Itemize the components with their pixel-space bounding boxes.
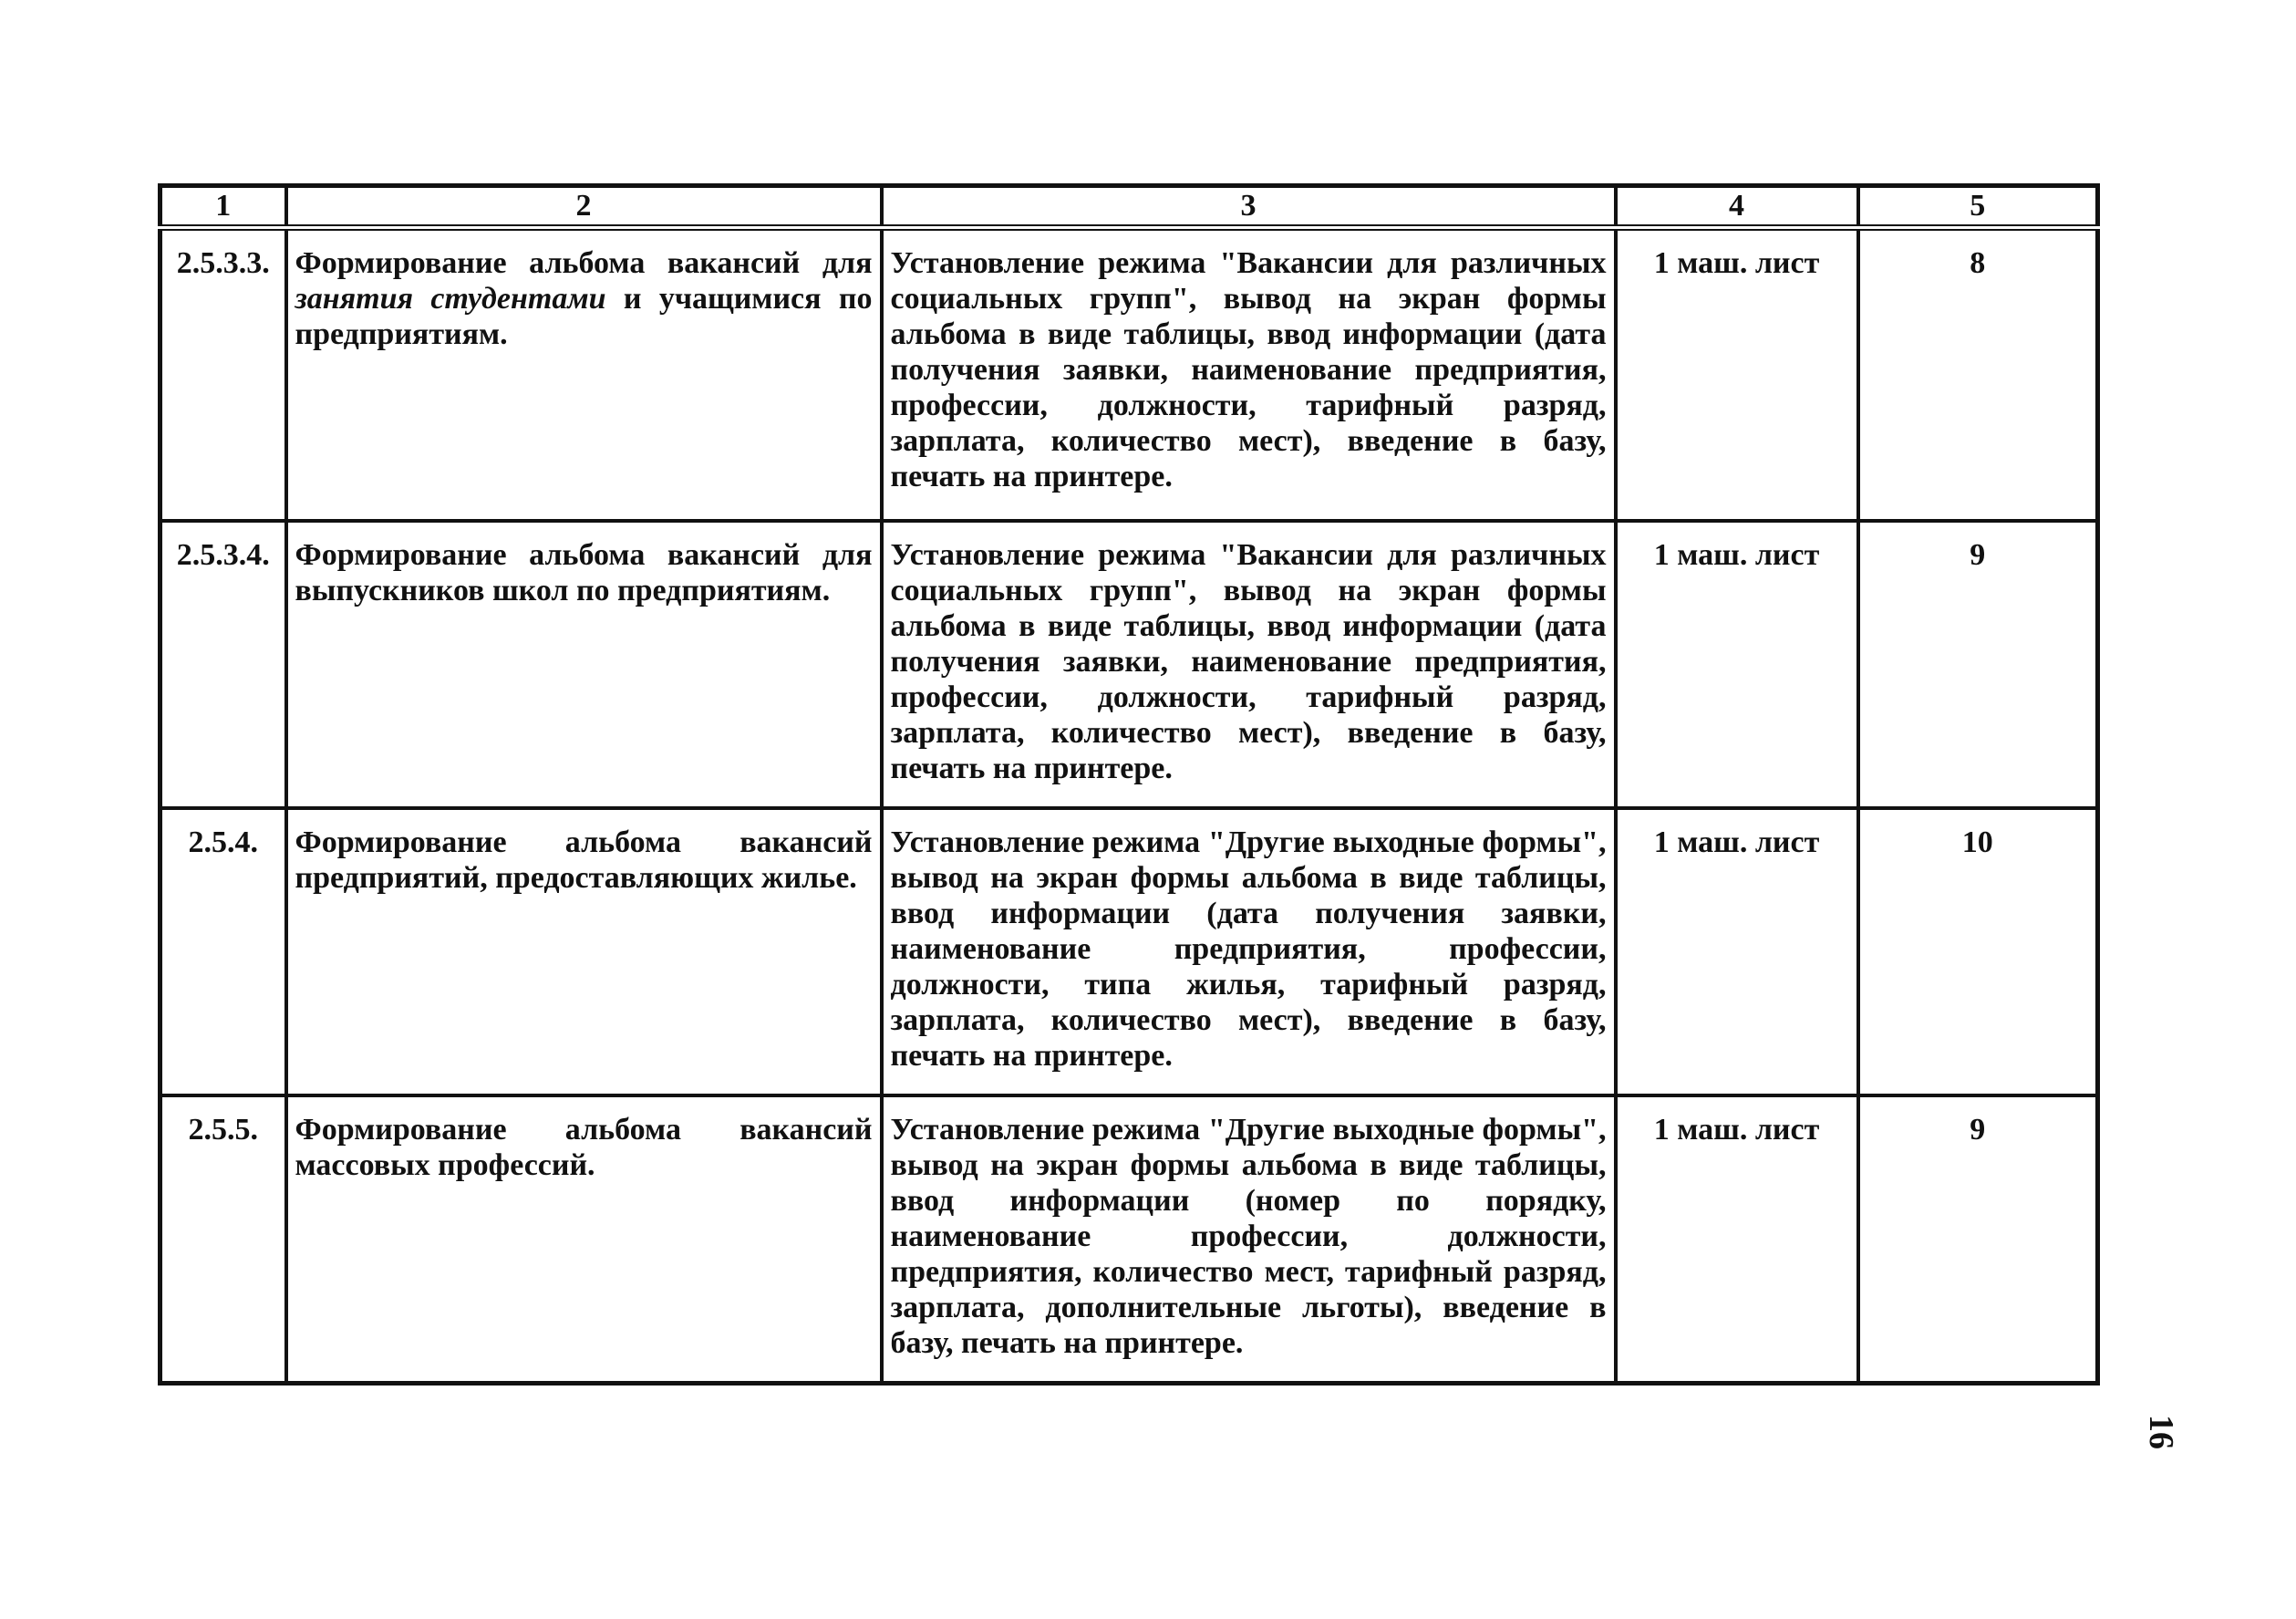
item-number: 2.5.3.3. (160, 228, 286, 522)
item-count: 9 (1858, 521, 2098, 808)
item-volume: 1 маш. лист (1616, 521, 1858, 808)
item-name: Формирование альбома вакансий для выпускников школ по предприятиям. (286, 521, 882, 808)
item-name-prefix: Формирование альбома вакансий для (295, 246, 873, 280)
item-description: Установление режима "Вакансии для различных социальных групп", вывод на экран формы альбома в виде таблицы, ввод информации (дата получения заявки, наименование предприятия, профессии, должности, тарифный разряд, зарплата, количество мест), введение в базу, печать на принтере. (882, 521, 1616, 808)
item-volume: 1 маш. лист (1616, 808, 1858, 1095)
item-name: Формирование альбома вакансий предприятий, предоставляющих жилье. (286, 808, 882, 1095)
item-count: 9 (1858, 1095, 2098, 1384)
item-volume: 1 маш. лист (1616, 228, 1858, 522)
item-name: Формирование альбома вакансий массовых профессий. (286, 1095, 882, 1384)
item-description: Установление режима "Другие выходные формы", вывод на экран формы альбома в виде таблицы, ввод информации (дата получения заявки, наименование предприятия, профессии, должности, типа жилья, тарифный разряд, зарплата, количество мест), введение в базу, печать на принтере. (882, 808, 1616, 1095)
header-col-1: 1 (160, 186, 286, 228)
procedures-table (158, 183, 2100, 1385)
item-count: 10 (1858, 808, 2098, 1095)
item-description: Установление режима "Вакансии для различных социальных групп", вывод на экран формы альбома в виде таблицы, ввод информации (дата получения заявки, наименование предприятия, профессии, должности, тарифный разряд, зарплата, количество мест), введение в базу, печать на принтере. (882, 228, 1616, 522)
item-number: 2.5.5. (160, 1095, 286, 1384)
header-col-2: 2 (286, 186, 882, 228)
table-row (160, 1095, 2098, 1384)
item-number: 2.5.3.4. (160, 521, 286, 808)
item-number: 2.5.4. (160, 808, 286, 1095)
table-row (160, 228, 2098, 522)
item-count: 8 (1858, 228, 2098, 522)
header-col-3: 3 (882, 186, 1616, 228)
page-number: 16 (2142, 1415, 2180, 1449)
table-row (160, 808, 2098, 1095)
item-name-suffix: и учащимися по предприятиям. (295, 282, 873, 351)
item-name-italic: занятия студентами (295, 282, 606, 316)
header-col-4: 4 (1616, 186, 1858, 228)
item-description: Установление режима "Другие выходные формы", вывод на экран формы альбома в виде таблицы, ввод информации (номер по порядку, наименование профессии, должности, предприятия, количество мест, тарифный разряд, зарплата, дополнительные льготы), введение в базу, печать на принтере. (882, 1095, 1616, 1384)
item-volume: 1 маш. лист (1616, 1095, 1858, 1384)
table-row (160, 521, 2098, 808)
header-col-5: 5 (1858, 186, 2098, 228)
item-name (286, 228, 882, 522)
table-header-row (160, 186, 2098, 228)
